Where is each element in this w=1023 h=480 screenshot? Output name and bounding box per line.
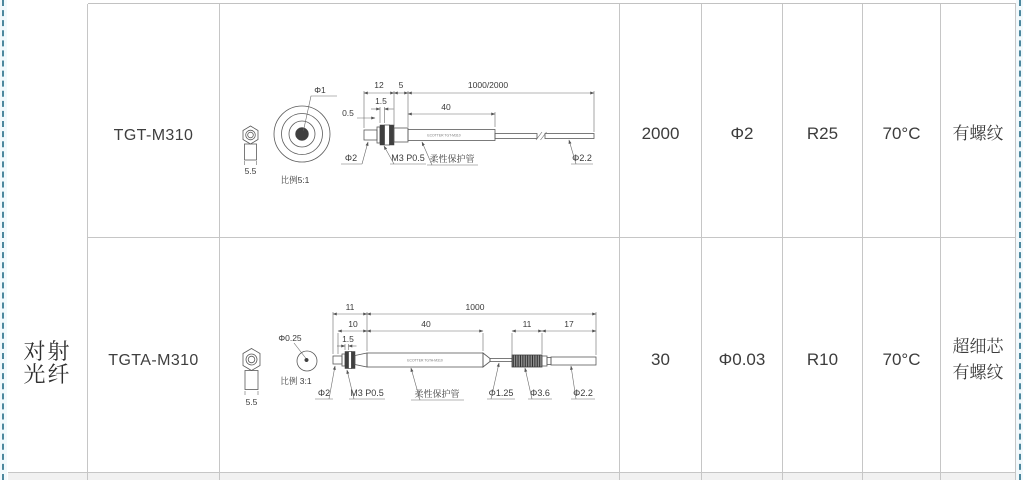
dim-11a: 11 — [345, 302, 355, 312]
bend-radius-value: R10 — [806, 350, 839, 369]
model-name: TGT-M310 — [113, 126, 194, 144]
model-name: TGTA-M310 — [108, 352, 199, 369]
page-left-dashed-border — [0, 0, 7, 480]
page-right-dashed-border — [1016, 0, 1023, 480]
label-phi2p2: Φ2.2 — [573, 388, 593, 398]
bend-radius-value: R25 — [806, 123, 839, 143]
tube-print-text: ECOTTER TGT-M310 — [427, 133, 461, 138]
label-phi2: Φ2 — [344, 153, 358, 163]
dimensions — [333, 302, 596, 356]
dim-11b: 11 — [522, 319, 532, 329]
fiber-diameter-cell-row1 — [702, 4, 783, 238]
feature-line1: 超细芯 — [952, 337, 1004, 356]
bend-radius-cell-row1 — [783, 4, 863, 238]
nut-size-dim: 5.5 — [244, 166, 257, 176]
category-label-line1: 对射 — [23, 339, 72, 364]
label-thread: M3 P0.5 — [391, 153, 425, 163]
dim-1000: 1000 — [465, 302, 485, 312]
temperature-cell-row2 — [863, 238, 941, 473]
callouts — [315, 363, 595, 400]
drawing-cell-row1 — [220, 4, 620, 238]
label-thread: M3 P0.5 — [350, 388, 384, 398]
fiber-diameter-cell-row2 — [702, 238, 783, 473]
dim-0p5: 0.5 — [342, 108, 354, 118]
temperature-value: 70°C — [882, 123, 921, 143]
end-face-view — [278, 333, 317, 386]
range-value: 30 — [651, 350, 670, 369]
end-face-view — [274, 85, 337, 185]
temperature-cell-row1 — [863, 4, 941, 238]
scale-label: 比例 3:1 — [280, 376, 312, 386]
dim-40: 40 — [441, 102, 451, 112]
label-phi1p25: Φ1.25 — [488, 388, 514, 398]
nut-view — [243, 349, 260, 408]
dimensions — [342, 80, 594, 132]
fiber-diameter-value: Φ0.03 — [718, 350, 766, 369]
dim-12: 12 — [374, 80, 384, 90]
technical-drawing-tgta-m310 — [220, 238, 620, 473]
next-row-edge-strip — [8, 473, 1016, 480]
drawing-cell-row2 — [220, 238, 620, 473]
sensor-body — [364, 125, 594, 145]
dim-5: 5 — [398, 80, 404, 90]
feature-cell-row2 — [941, 238, 1016, 473]
label-phi2p2: Φ2.2 — [572, 153, 592, 163]
tube-print-text: ECOTTER TGTA-M310 — [407, 358, 443, 363]
dim-17: 17 — [564, 319, 574, 329]
feature-line2: 有螺纹 — [952, 363, 1004, 382]
label-phi2: Φ2 — [317, 388, 331, 398]
nut-view — [243, 126, 258, 176]
model-cell-row1 — [88, 4, 220, 238]
range-cell-row1 — [620, 4, 702, 238]
sensor-body — [333, 352, 596, 369]
fiber-spec-table — [8, 4, 1016, 473]
feature-cell-row1 — [941, 4, 1016, 238]
category-cell-through-beam-fiber — [8, 4, 88, 473]
temperature-value: 70°C — [882, 350, 921, 369]
label-protective-tube: 柔性保护管 — [429, 154, 475, 164]
label-protective-tube: 柔性保护管 — [414, 389, 460, 399]
aperture-label: Φ0.25 — [278, 333, 302, 343]
technical-drawing-tgt-m310 — [220, 4, 620, 238]
scale-label: 比例5:1 — [280, 175, 310, 185]
dim-1p5: 1.5 — [342, 334, 354, 344]
aperture-label: Φ1 — [314, 85, 326, 95]
feature-line1: 有螺纹 — [952, 123, 1004, 143]
dim-10: 10 — [348, 319, 358, 329]
bend-radius-cell-row2 — [783, 238, 863, 473]
model-cell-row2 — [88, 238, 220, 473]
range-cell-row2 — [620, 238, 702, 473]
dim-1p5: 1.5 — [375, 96, 387, 106]
callouts — [341, 140, 593, 165]
nut-size-dim: 5.5 — [245, 397, 258, 407]
dim-1000-2000: 1000/2000 — [467, 80, 509, 90]
fiber-diameter-value: Φ2 — [730, 123, 754, 143]
label-phi3p6: Φ3.6 — [530, 388, 550, 398]
dim-40: 40 — [421, 319, 431, 329]
range-value: 2000 — [641, 123, 680, 143]
category-label-line2: 光纤 — [23, 362, 72, 387]
